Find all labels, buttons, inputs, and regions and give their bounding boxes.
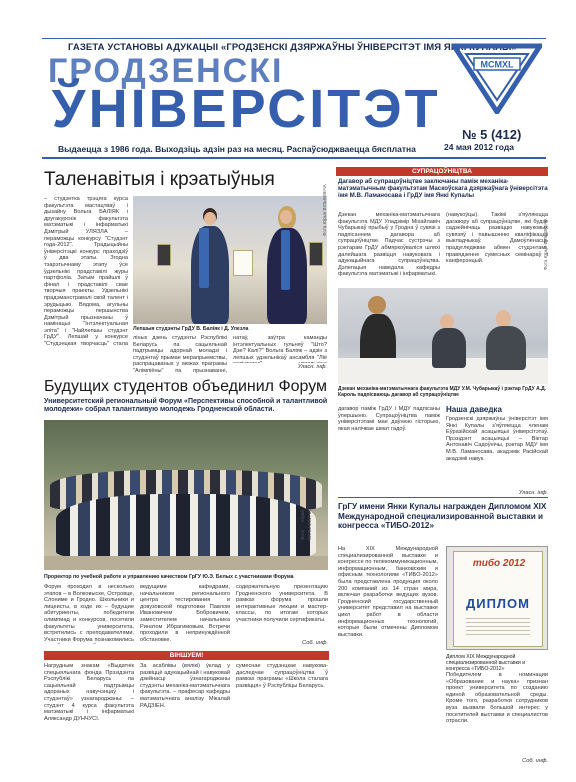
student-group-front [56,494,316,558]
article2-headline: Будущих студентов объединил Форум [44,378,328,395]
masthead-bottom-rule [42,157,546,159]
student-figure-sash [199,228,209,288]
diploma-word: ДИПЛОМ [465,596,530,611]
logo-text: MCMXL [480,59,514,70]
news-col3: сумеснае студэнцкае навукова-даследчае супрацоўніцтва ў рамках праграмы «Школа сталага развіцця» ў Рэспубліцы Беларусь. [236,663,328,689]
sidebar-text-a: Дзекан механіка-матэматычнага факультэта МДУ Уладзімір Міхайлавіч Чубарыкаў прыбыў у Гродна ў сувязі з падпісаннем дагавора аб супрацоўніцтве. Падчас сустрэчы з рэктарам ГрДУ абмяркоўваліся шляхі далейшага развіцця навуковага і адукацыйнага супрацоўніцтва. Дэлегацыя наведала кафедры факультэта матэматыкі і інфарматыкі. [338,212,440,278]
article1-text-left: – студэнтка трэцяга курса факультэта мастацтваў і дызайну Вольга БАЛІЯК і другакурснік факультэта матэматыкі і інфарматыкі Дзмітрый УЛЯЗЛА – пераможцы конкурсу "Студэнт года-2012". Традыцыйны ўніверсітэцкі конкурс праходзіў ў два этапы. Згодна тэарэтычнаму этапу ўсе ўдзельнікі прадставілі журы партфоліа. Затым прайшлі ў фінал і прадставілі свае творчыя праекты. Удзельнікі прадэманстравалі свой талент і эрудыцыю. Вядома, агульны пераможцы першынства Дзмітрый прызначаны ў намінацыі "Інтэлектуальная эліта" і "Найлепшы студэнт ГрДУ". Лепшай у конкурсе "Студэнцкая творчасць" стала [44,196,128,346]
article2-col3: содержательную презентацию Гродненского университета. В рамках форума прошли интерактивные лекции и мастер-классы, по итогам которых участники получили сертификаты. [236,584,328,623]
diploma-title: тибо 2012 [472,558,526,569]
sidebar-photo-credit: Фота Юрыя ВІЛЬКЕВІЧА [543,218,548,270]
article1-caption: Лепшыя студэнты ГрДУ В. Баліяк і Д. Улезла [133,326,249,332]
diploma-photo [446,546,548,650]
issue-number: № 5 (412) [462,127,522,142]
diploma-held [157,244,171,266]
article3-headline: ГрГУ имени Янки Купалы награжден Дипломом XIX Международной специализированной выставки и конгресса «ТИБО-2012» [338,502,547,530]
newspaper-title-line2: ЎНІВЕРСІТЭТ [52,79,441,139]
issue-date: 24 мая 2012 года [444,142,514,152]
masthead [0,0,576,160]
sidebar-caption: Дзекан механіка-матэматычнага факультэта МДУ У.М. Чубарыкаў і рэктар ГрДУ А.Д. Кароль падпісваюць дагавор аб супрацоўніцтве [338,386,547,398]
article3-text2: Победителем в номинации «Образование и наука» признан проект университета по созданию единой образовательной среды. Кроме того, разработки сотрудников вуза вызвали большой интерес у посетителей выставки и специалистов отрасли. [446,672,548,725]
sidebar2-author: Уласн. інф. [518,490,548,496]
newspaper-title-line1: ГРОДЗЕНСКІ [48,52,284,90]
article2-photo-credit: Фото Юрия ВИЛЬКЕВИЧА [300,510,312,540]
article2-lead: Университетский региональный Форум «Перспективы способной и талантливой молодежи» собрал талантливую молодежь Гродненской области. [44,398,328,413]
man-figure [432,328,466,368]
sidebar-text-b: (навукоўцы). Такімі з’яўляюцца дагавору аб супрацоўніцтве, які будзе садзейнічаць развіццю навуковых сувязяў і павышэнню кваліфікацыі выкладчыкаў. Дамоўленасць прадугледжвае абмен студэнтамі, правядзенне сумесных семінараў і канферэнцый. [446,212,548,265]
man-figure-head [496,310,511,327]
article1-photo-credit: Фота Юрыя ВІЛЬКЕВІЧА [322,184,327,236]
article1-author: Уласн. інф. [297,364,327,370]
diploma-lines [466,618,530,636]
sidebar-kicker: СУПРАЦОЎНІЦТВА [336,167,548,176]
article2-author: Соб. инф. [302,640,328,646]
news-col1: Нагрудным знакам «Выдатнік спецыяльнага фонда Прэзідэнта Рэспублікі Беларусь па сацыяльнай падтрымцы адораных навучэнцаў і студэнтаў» узнагароджаны: – студэнт 4 курса факультэта матэматыкі і інфарматыкі Аляксандр ДУНЧУСІ. [44,663,134,722]
student-figure [191,226,229,324]
sidebar2-headline: Наша даведка [446,405,502,414]
article3-caption: Диплом XIX Международной специализированной выставки и конгресса «ТИБО-2012» [446,654,526,672]
diploma-sheet [453,551,543,647]
publication-info: Выдаецца з 1986 года. Выходзіць адзін раз на месяц. Распаўсюджваецца бясплатна [58,144,416,154]
sidebar2-text2: дагавор паміж ГрДУ і МДУ падпісаны ўпершыню. Супрацоўніцтва паміж універсітэтамі мае даўнюю гісторыю, якая налічвае шмат гадоў. [338,406,440,432]
diploma-held [233,250,253,276]
woman-figure-hair [368,296,386,314]
pavement [44,556,328,570]
article2-caption: Проректор по учебной работе и управлению качеством ГрГУ Ю.Э. Белых с участниками Форума [44,574,294,580]
student-figure-sash [281,230,290,290]
article2-col2: ведущими кафедрами, начальником регионального центра тестирования и довузовской подготовки Павлом Ивановичем Бобровичем, заместителем начальника Ринатом Ибрагимовым. Встречи проходили в непринуждённой обстановке. [140,584,230,643]
man-figure [486,326,526,370]
article2-col1: Форум проходил в несколько этапов – в Волковыске, Островце, Слониме и Гродно. Школьники и лицеисты, в ходе их – будущие абитуриенты, победители олимпиад и конкурсов, посетили факультеты университета, встретились с преподавателями. Участники Форума познакомились [44,584,134,643]
news-col2: За асаблівы (вялікі) ўклад у развіццё адукацыйнай і навуковай дзейнасці ўзнагароджаны студэнты механіка-матэматычнага факультэта. – прафесар кафедры матэматычнага аналізу Мікалай РАДЗІЕН. [140,663,230,709]
diploma-held [309,242,323,266]
masthead-rule [42,38,546,39]
university-logo [452,42,542,114]
article3-text: На XIX Международной специализированной выставке и конгрессе по телекоммуникационным, информационным, банковским и офисным технологиям «ТИБО-2012» была представлена продукция около 200 компаний из 14 стран мира, включая разработки ведущих вузов. Гродненский государственный университет представил на выставке цикл работ в области информационных технологий, которые были отмечены Дипломом выставки. [338,546,438,638]
article1-text-right2: натаў, заўтра каманды інтэлектуальных гульняў "Што? Дзе? Калі?" Вольга Баліяк – адзін з лепшых удзельнікаў ансамбля "Ліё [233,335,327,361]
article1-text-right: ліных дзень студэнты Рэспублікі Беларусь па сацыяльнай падтрымцы адорнай моладзі і студэнтаў прымае мерапрыемствы, распрацаваных у межах праграмы "Алімпіёны" па прызнаванні, [133,335,227,374]
newspaper-tagline: ГАЗЕТА УСТАНОВЫ АДУКАЦЫІ «ГРОДЗЕНСКІ ДЗЯРЖАЎНЫ ЎНІВЕРСІТЭТ ІМЯ ЯНКІ КУПАЛЫ» [68,42,517,53]
news-kicker: ВІНШУЕМ! [44,651,329,660]
student-figure-face [280,210,292,224]
article3-author: Соб. инф. [522,758,548,764]
article1-headline: Таленавітыя і крэатыўныя [44,169,275,190]
article2-group-photo [44,420,328,570]
article1-photo [133,196,327,324]
sidebar-lead: Дагавор аб супрацоўніцтве заключаны паміж механіка-матэматычным факультэтам Маскоўскага дзяржаўнага ўніверсітэта імя М.В. Ламаносава і ГрДУ імя Янкі Купалы [338,178,548,200]
student-figure-face [204,212,216,225]
sidebar2-text: Гродзенскі дзяржаўны ўніверсітэт імя Янкі Купалы з’яўляецца членам Еўразійскай асацыяцыі ўніверсітэтаў. Прэзідэнт асацыяцыі – Віктар Антонавіч Садоўнічы, рэктар МДУ імя М.В. Ламаносава, акадэмік Расійскай акадэміі навук. [446,416,548,462]
article3-rule [338,497,548,498]
sidebar-photo [338,288,548,384]
